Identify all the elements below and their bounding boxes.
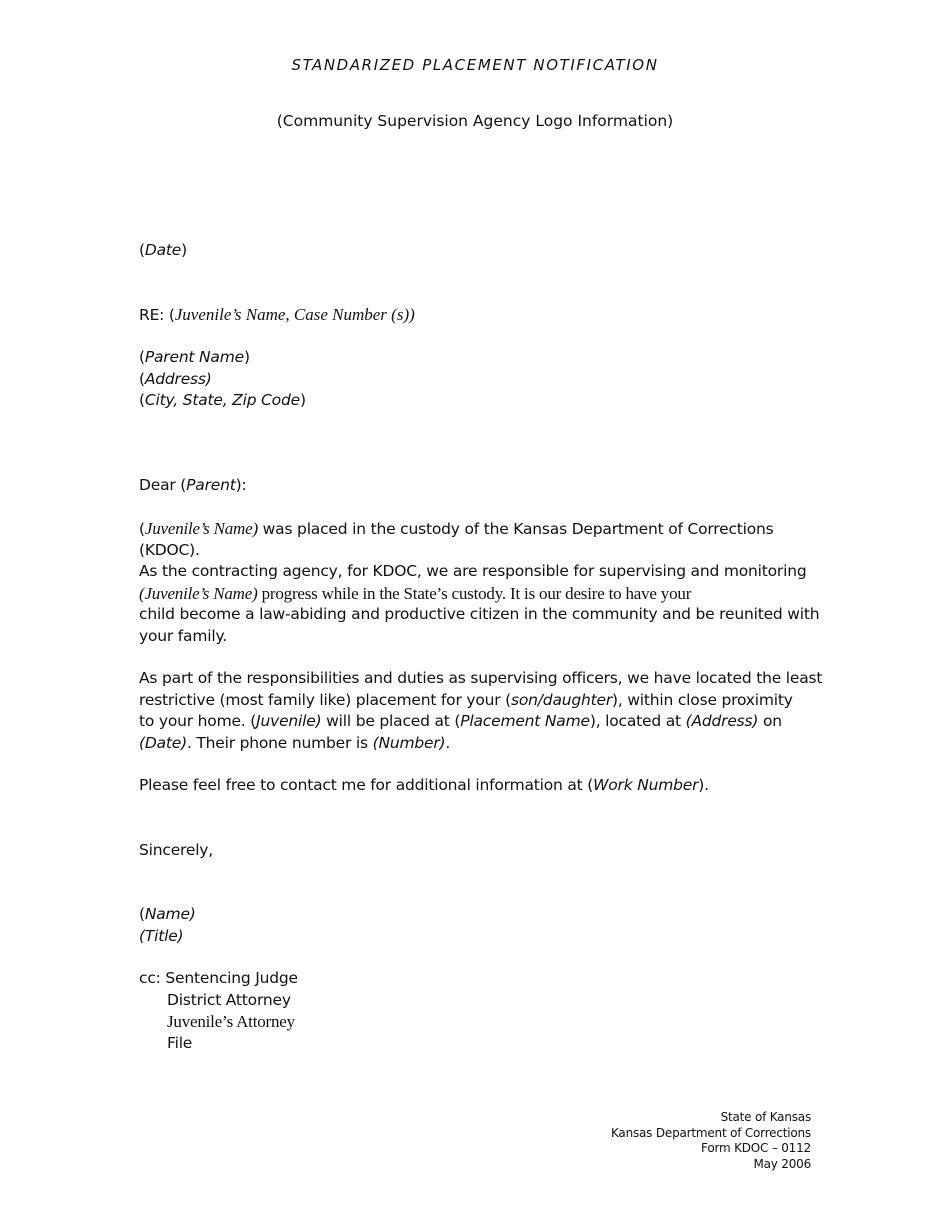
- salutation: Dear (Parent):: [139, 476, 247, 494]
- re-line: [139, 304, 819, 326]
- cc-first: cc: Sentencing Judge: [139, 969, 298, 987]
- signature-block: (Name) (Title): [139, 904, 819, 947]
- recipient-address-block: (Parent Name) (Address) (City, State, Zip Code): [139, 348, 306, 409]
- date-line: (Date): [139, 241, 187, 259]
- city-state-zip-placeholder: City, State, Zip Code: [144, 391, 300, 409]
- signer-title-placeholder: (Title): [139, 926, 184, 945]
- cc-item: File: [167, 1033, 193, 1052]
- juvenile-name-placeholder: Juvenile’s Name): [144, 519, 258, 538]
- work-number-placeholder: Work Number: [593, 776, 699, 794]
- date-placeholder: Date: [144, 241, 182, 259]
- agency-logo-placeholder: (Community Supervision Agency Logo Information): [276, 112, 674, 130]
- paragraph-custody: (Juvenile’s Name) was placed in the custody of the Kansas Department of Corrections (KDOC). As the contracting agency, for KDOC, we are responsible for supervising and monitoring (Juvenile’s Name) progress while in the State’s custody. It is our desire to have your child become a law-abiding and productive citizen in the community and be reunited with your family.: [139, 519, 820, 645]
- cc-item: Juvenile’s Attorney: [167, 1012, 295, 1031]
- document-title: STANDARIZED PLACEMENT NOTIFICATION: [291, 56, 659, 74]
- cc-item: District Attorney: [167, 990, 291, 1009]
- re-placeholder: Juvenile’s Name, Case Number (s)): [174, 305, 415, 324]
- parent-name-placeholder: Parent Name: [144, 348, 244, 366]
- form-footer: State of Kansas Kansas Department of Corrections Form KDOC – 0112 May 2006: [610, 1110, 811, 1171]
- re-label: RE: (: [139, 306, 175, 324]
- contact-line: Please feel free to contact me for additional information at (Work Number).: [139, 776, 709, 794]
- paragraph-placement: As part of the responsibilities and duties as supervising officers, we have located the least restrictive (most family like) placement for your (son/daughter), within close proximity to your home. (Juvenile) will be placed at (Placement Name), located at (Address) on (Date). Their phone number is (Number).: [139, 669, 823, 752]
- signer-name-placeholder: Name): [144, 905, 196, 923]
- parent-placeholder: Parent: [186, 476, 236, 494]
- address-placeholder: Address): [144, 369, 212, 388]
- closing: Sincerely,: [139, 841, 214, 859]
- cc-list: [139, 968, 819, 1054]
